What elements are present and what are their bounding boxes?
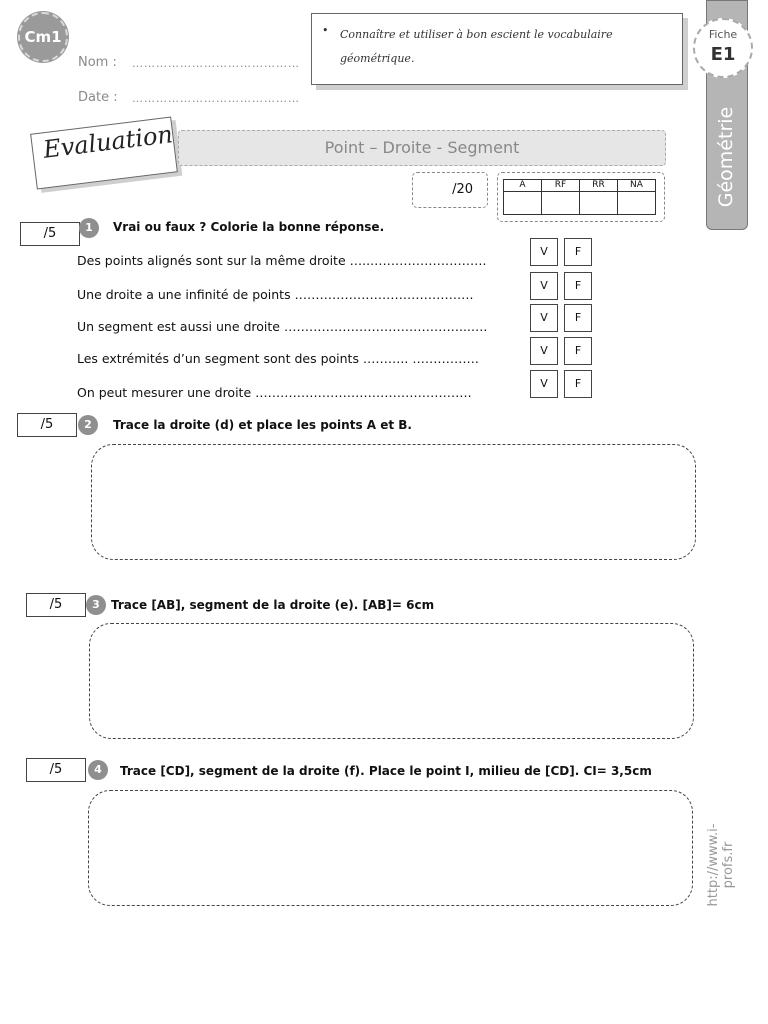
grade-cell-a[interactable] <box>504 192 542 215</box>
date-field[interactable]: …………………………………… <box>132 92 300 105</box>
q2-number-badge: 2 <box>78 415 98 435</box>
subject-tab-label: Géométrie <box>715 106 737 208</box>
q4-drawing-area[interactable] <box>88 790 693 906</box>
q1-number-badge: 1 <box>79 218 99 238</box>
q1-s2-true-box[interactable]: V <box>530 272 558 300</box>
grade-cell-rr[interactable] <box>580 192 618 215</box>
site-url: http://www.i-profs.fr <box>706 823 736 907</box>
grade-cell-na[interactable] <box>618 192 656 215</box>
q1-statement-4: Les extrémités d’un segment sont des points ……….. ……………. <box>77 351 479 366</box>
evaluation-label: Evaluation <box>41 120 175 164</box>
grade-header-rf: RF <box>542 180 580 192</box>
fiche-code: E1 <box>710 44 736 65</box>
q3-score-box[interactable]: /5 <box>26 593 86 617</box>
objective-box <box>311 13 683 85</box>
q2-score-box[interactable]: /5 <box>17 413 77 437</box>
name-label: Nom : <box>78 55 117 70</box>
fiche-badge <box>693 18 753 78</box>
q1-statement-3: Un segment est aussi une droite ……………………………………...…. <box>77 319 488 334</box>
grade-cell-rf[interactable] <box>542 192 580 215</box>
page-title: Point – Droite - Segment <box>178 130 666 166</box>
q3-drawing-area[interactable] <box>89 623 694 739</box>
q1-statement-1: Des points alignés sont sur la même droite …..………………………. <box>77 253 487 268</box>
q2-title: Trace la droite (d) et place les points A et B. <box>113 418 412 432</box>
grade-box <box>497 172 665 222</box>
total-score: /20 <box>452 182 473 197</box>
q4-score-box[interactable]: /5 <box>26 758 86 782</box>
grade-header-a: A <box>504 180 542 192</box>
q2-drawing-area[interactable] <box>91 444 696 560</box>
level-badge <box>18 12 68 62</box>
q1-s4-true-box[interactable]: V <box>530 337 558 365</box>
q4-title: Trace [CD], segment de la droite (f). Place le point I, milieu de [CD]. CI= 3,5cm <box>120 764 652 778</box>
q1-s1-false-box[interactable]: F <box>564 238 592 266</box>
objective-text: Connaître et utiliser à bon escient le vocabulaire géométrique. <box>340 28 613 65</box>
q1-statement-2: Une droite a une infinité de points ……………………………………. <box>77 287 474 302</box>
level-badge-text: Cm1 <box>24 28 62 46</box>
q4-number-badge: 4 <box>88 760 108 780</box>
q1-s5-true-box[interactable]: V <box>530 370 558 398</box>
q1-statement-5: On peut mesurer une droite ……………………………………………. <box>77 385 472 400</box>
total-score-box <box>412 172 488 208</box>
q1-s4-false-box[interactable]: F <box>564 337 592 365</box>
q1-s3-false-box[interactable]: F <box>564 304 592 332</box>
grade-header-na: NA <box>618 180 656 192</box>
grade-header-rr: RR <box>580 180 618 192</box>
q1-s1-true-box[interactable]: V <box>530 238 558 266</box>
bullet-icon: • <box>322 24 329 37</box>
q1-s3-true-box[interactable]: V <box>530 304 558 332</box>
q1-title: Vrai ou faux ? Colorie la bonne réponse. <box>113 220 385 234</box>
q1-s2-false-box[interactable]: F <box>564 272 592 300</box>
q1-s5-false-box[interactable]: F <box>564 370 592 398</box>
q3-number-badge: 3 <box>86 595 106 615</box>
grade-table <box>503 179 656 215</box>
q1-score-box[interactable]: /5 <box>20 222 80 246</box>
fiche-label: Fiche <box>708 28 738 41</box>
q3-title: Trace [AB], segment de la droite (e). [AB]= 6cm <box>111 598 435 612</box>
date-label: Date : <box>78 90 118 105</box>
name-field[interactable]: …………………………………… <box>132 57 300 70</box>
